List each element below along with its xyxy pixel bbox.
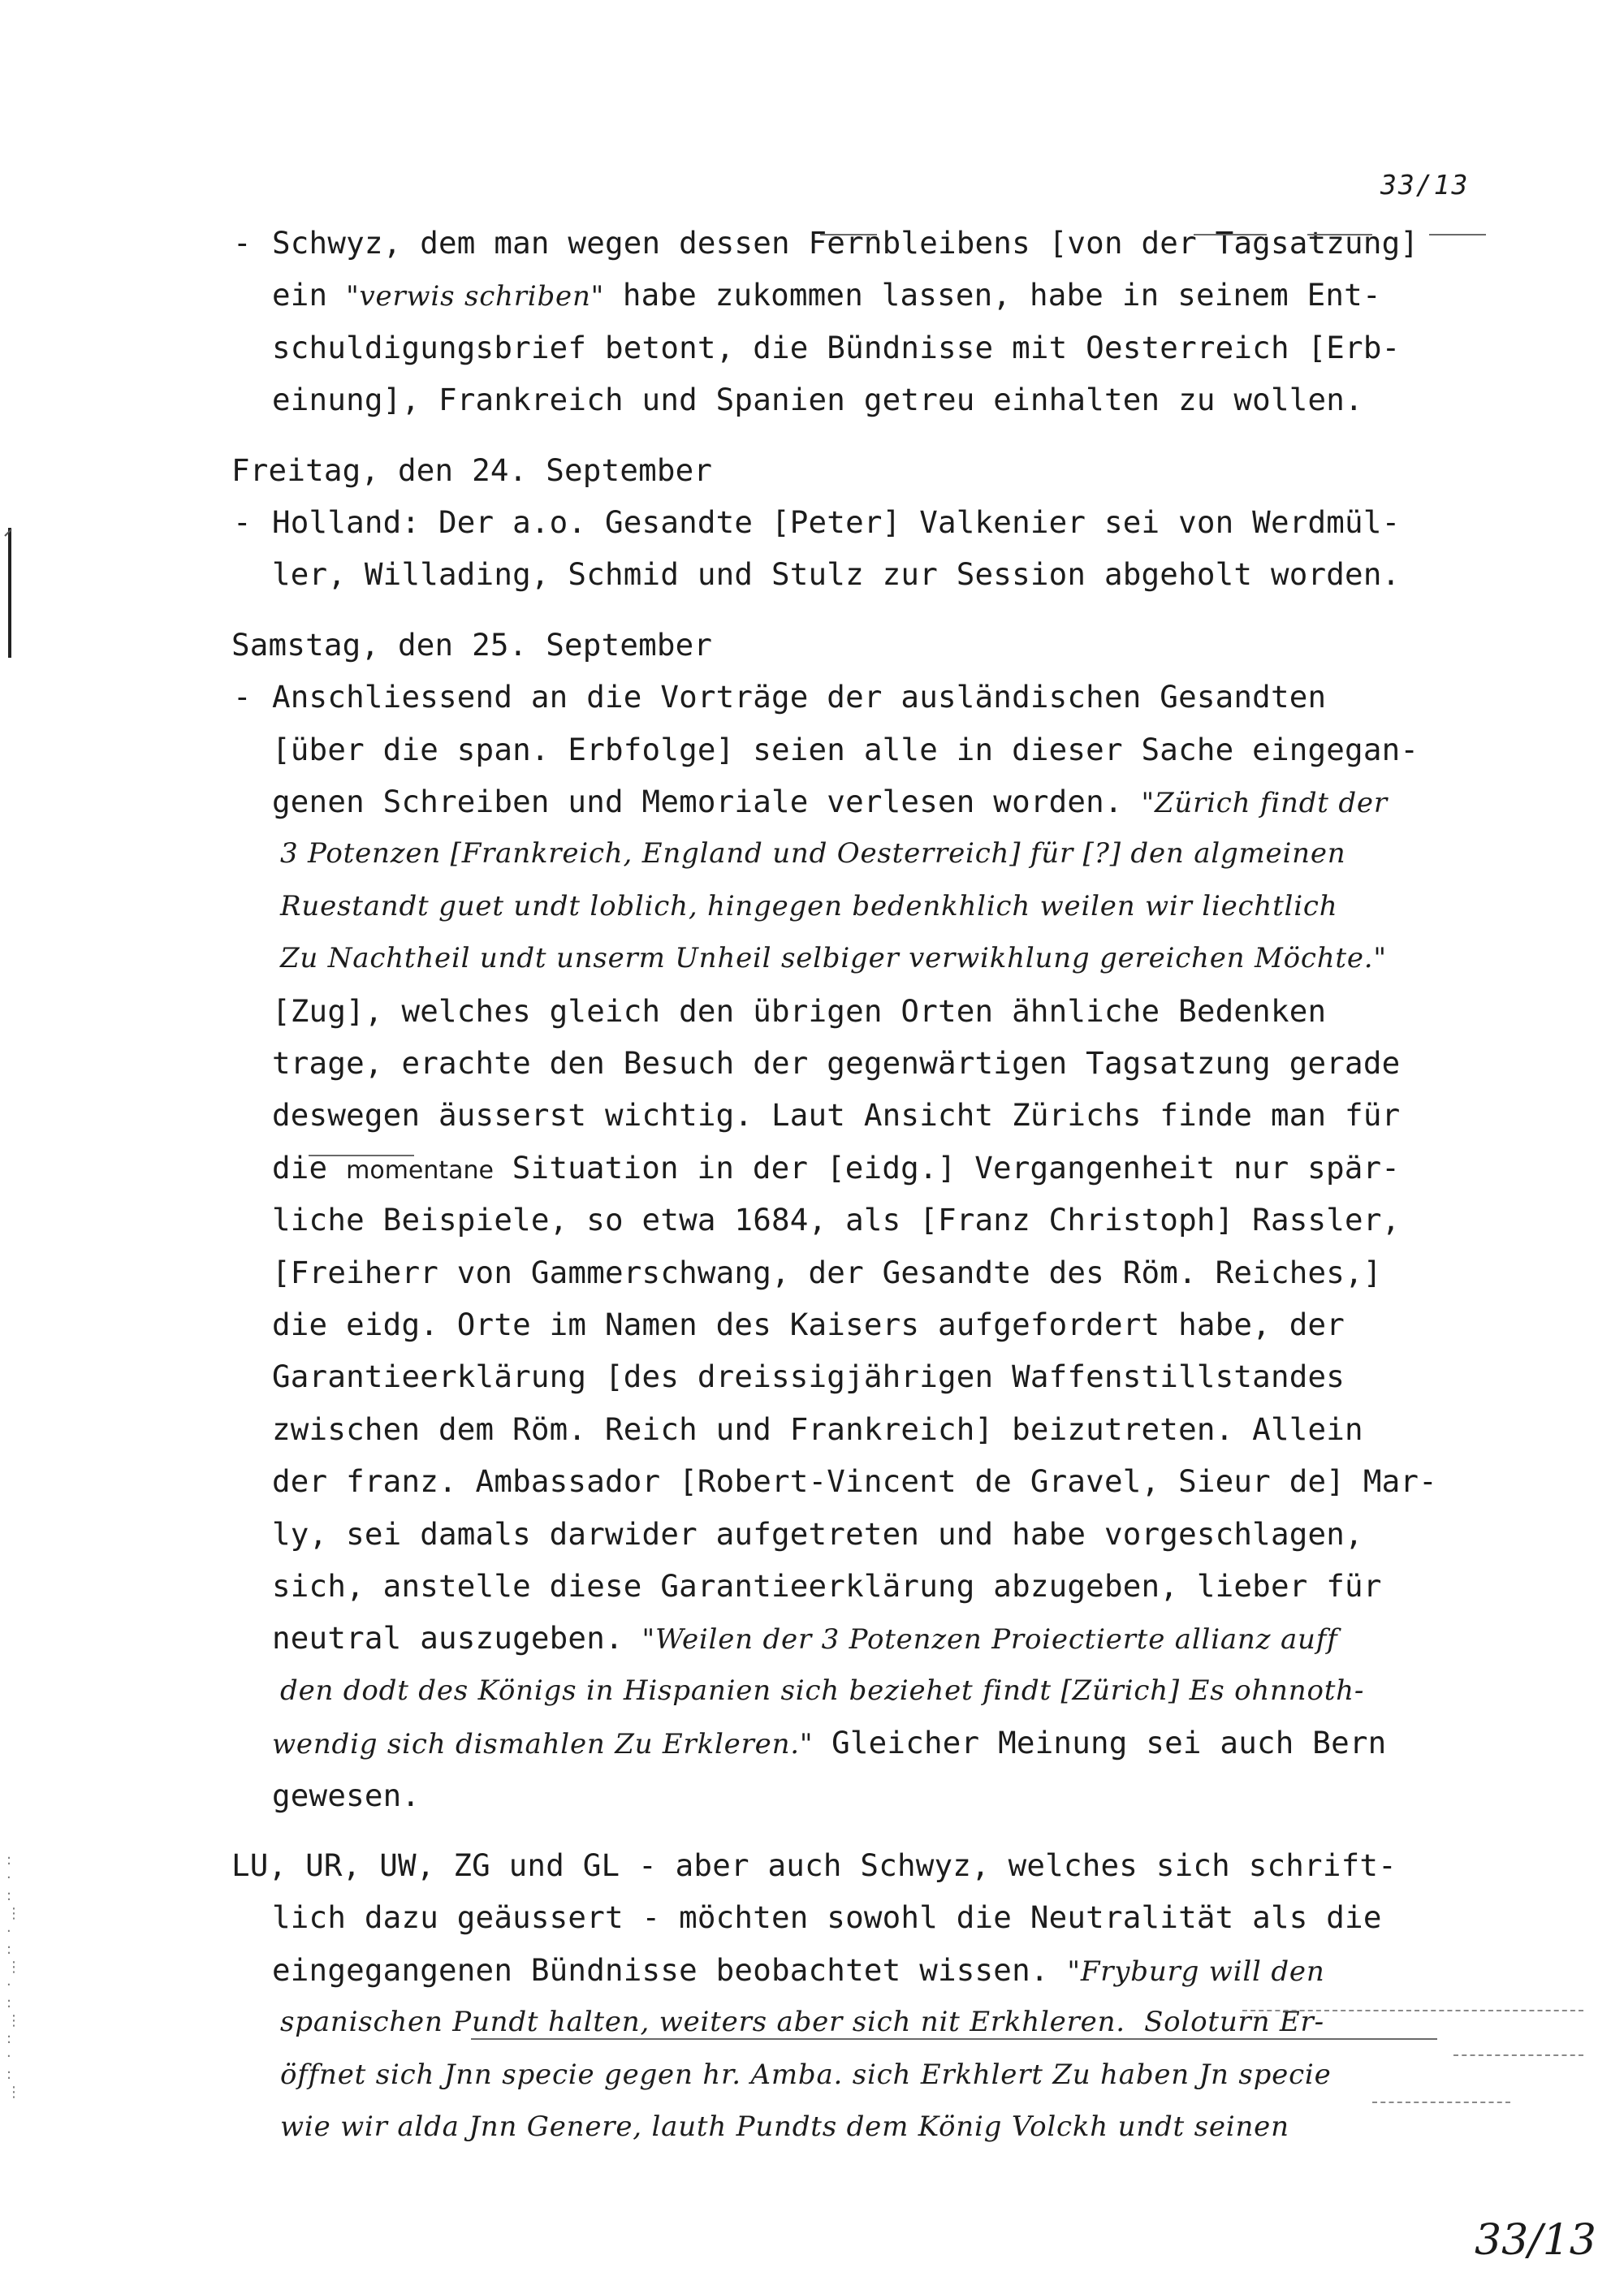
text-line: öffnet sich Jnn specie gegen hr. Amba. sich Erkhlert Zu haben Jn specie <box>280 2058 1332 2091</box>
text-line: Ruestandt guet undt loblich, hingegen bedenkhlich weilen wir liechtlich <box>280 889 1338 922</box>
list-dash: - <box>233 225 252 261</box>
handwritten-insert: momentane <box>346 1156 494 1185</box>
text-line: ler, Willading, Schmid und Stulz zur Session abgeholt worden. <box>272 556 1401 593</box>
text-line: einung], Frankreich und Spanien getreu einhalten zu wollen. <box>272 382 1363 418</box>
text-line: Schwyz, dem man wegen dessen Fernbleibens [von der Tagsatzung] <box>272 225 1419 261</box>
text-line <box>272 1149 1400 1190</box>
text-line: LU, UR, UW, ZG und GL - aber auch Schwyz, welches sich schrift- <box>231 1847 1397 1883</box>
text-line: Anschliessend an die Vorträge der ausländischen Gesandten <box>272 679 1327 715</box>
list-dash: - <box>233 504 252 540</box>
text-run: habe zukommen lassen, habe in seinem Ent- <box>604 277 1381 313</box>
list-dash: - <box>233 679 252 715</box>
margin-specks: : · : ⋮ · : ⋮ · : ⋮ : · : ⋮ <box>6 1851 21 2101</box>
text-run: ein <box>272 277 347 313</box>
text-line: Zu Nachtheil undt unserm Unheil selbiger verwikhlung gereichen Möchte." <box>280 942 1387 975</box>
quoted-source-text: "Fryburg will den <box>1067 1955 1325 1988</box>
text-line: trage, erachte den Besuch der gegenwärtigen Tagsatzung gerade <box>272 1045 1401 1081</box>
quoted-source-text: wendig sich dismahlen Zu Erkleren." <box>272 1728 814 1761</box>
dotted-rule <box>1372 2102 1510 2103</box>
text-line: wie wir alda Jnn Genere, lauth Pundts dem König Volckh undt seinen <box>280 2110 1289 2143</box>
text-line <box>272 1619 1338 1658</box>
text-line <box>272 276 1381 315</box>
text-line: Holland: Der a.o. Gesandte [Peter] Valkenier sei von Werdmül- <box>272 504 1401 540</box>
page-number: 33/13 <box>1380 169 1470 201</box>
text-line: spanischen Pundt halten, weiters aber sich nit Erkhleren. Soloturn Er- <box>280 2006 1324 2039</box>
text-line <box>272 1724 1386 1763</box>
text-run: Situation in der [eidg.] Vergangenheit nur spär- <box>494 1149 1401 1186</box>
text-line: der franz. Ambassador [Robert-Vincent de Gravel, Sieur de] Mar- <box>272 1463 1437 1500</box>
dotted-rule <box>1242 2010 1583 2011</box>
margin-bracket-mark <box>0 520 24 666</box>
text-line: deswegen äusserst wichtig. Laut Ansicht Zürichs finde man für <box>272 1097 1401 1134</box>
text-line: 3 Potenzen [Frankreich, England und Oesterreich] für [?] den algmeinen <box>280 837 1346 870</box>
text-line: lich dazu geäussert - möchten sowohl die Neutralität als die <box>272 1899 1382 1936</box>
text-run: neutral auszugeben. <box>272 1620 642 1657</box>
text-line: liche Beispiele, so etwa 1684, als [Franz Christoph] Rassler, <box>272 1202 1401 1238</box>
overstrike-mark <box>1429 234 1486 235</box>
text-line: den dodt des Königs in Hispanien sich beziehet findt [Zürich] Es ohnnoth- <box>280 1674 1365 1707</box>
text-line <box>272 1951 1325 1990</box>
text-line: [über die span. Erbfolge] seien alle in dieser Sache eingegan- <box>272 731 1419 767</box>
text-line: gewesen. <box>272 1777 421 1813</box>
text-run: genen Schreiben und Memoriale verlesen worden. <box>272 784 1142 819</box>
text-run: eingegangenen Bündnisse beobachtet wissen. <box>272 1951 1068 1988</box>
text-line <box>272 783 1388 822</box>
text-run: Gleicher Meinung sei auch Bern <box>813 1725 1387 1761</box>
text-line: ly, sei damals darwider aufgetreten und habe vorgeschlagen, <box>272 1515 1363 1552</box>
text-line: sich, anstelle diese Garantieerklärung abzugeben, lieber für <box>272 1568 1382 1604</box>
quoted-source-text: "verwis schriben" <box>346 280 605 313</box>
date-heading: Samstag, den 25. September <box>231 626 713 663</box>
overstrike-mark <box>820 234 877 235</box>
handwritten-page-number <box>1470 2209 1608 2266</box>
text-line: zwischen dem Röm. Reich und Frankreich] beizutreten. Allein <box>272 1411 1363 1447</box>
overstrike-mark <box>309 1155 414 1156</box>
hand-rule <box>471 2038 1437 2040</box>
text-line: [Freiherr von Gammerschwang, der Gesandte des Röm. Reiches,] <box>272 1254 1382 1290</box>
text-line: [Zug], welches gleich den übrigen Orten ähnliche Bedenken <box>272 992 1327 1029</box>
quoted-source-text: "Zürich findt der <box>1141 787 1388 819</box>
svg-text:33/13: 33/13 <box>1475 2216 1596 2265</box>
dotted-rule <box>1453 2054 1583 2056</box>
date-heading: Freitag, den 24. September <box>231 451 713 488</box>
overstrike-mark <box>1307 234 1372 235</box>
overstrike-mark <box>1194 234 1267 235</box>
text-run: die <box>272 1149 347 1186</box>
text-line: schuldigungsbrief betont, die Bündnisse mit Oesterreich [Erb- <box>272 329 1401 365</box>
text-line: die eidg. Orte im Namen des Kaisers aufgefordert habe, der <box>272 1307 1345 1342</box>
text-line: Garantieerklärung [des dreissigjährigen Waffenstillstandes <box>272 1359 1345 1395</box>
quoted-source-text: "Weilen der 3 Potenzen Proiectierte allianz auff <box>641 1623 1338 1657</box>
